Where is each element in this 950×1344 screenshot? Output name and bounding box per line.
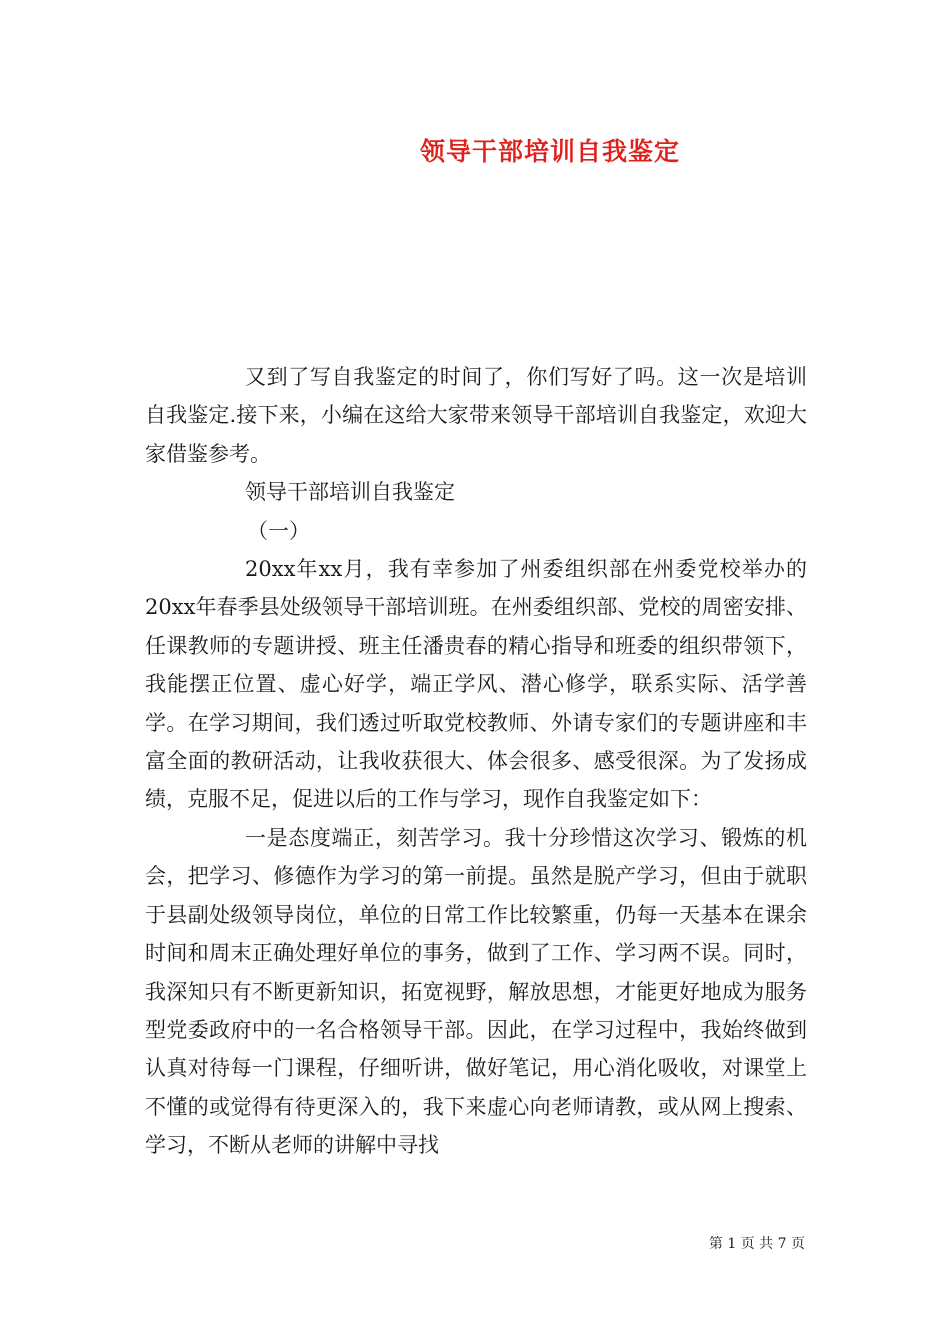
page-footer: 第 1 页 共 7 页 <box>708 1236 805 1252</box>
intro-paragraph: 又到了写自我鉴定的时间了，你们写好了吗。这一次是培训自我鉴定.接下来，小编在这给大家带来领导干部培训自我鉴定，欢迎大家借鉴参考。 <box>145 365 807 466</box>
body-paragraph-2: 一是态度端正，刻苦学习。我十分珍惜这次学习、锻炼的机会，把学习、修德作为学习的第一前提。虽然是脱产学习，但由于就职于县副处级领导岗位，单位的日常工作比较繁重，仍每一天基本在课余时间和周末正确处理好单位的事务，做到了工作、学习两不误。同时，我深知只有不断更新知识，拓宽视野，解放思想，才能更好地成为服务型党委政府中的一名合格领导干部。因此，在学习过程中，我始终做到认真对待每一门课程，仔细听讲，做好笔记，用心消化吸收，对课堂上不懂的或觉得有待更深入的，我下来虚心向老师请教，或从网上搜索、学习，不断从老师的讲解中寻找 <box>145 825 807 1158</box>
document-body <box>145 358 807 1165</box>
section-heading: 领导干部培训自我鉴定 <box>245 480 455 505</box>
section-number: （一） <box>247 518 310 543</box>
body-paragraph-1: 20xx年xx月，我有幸参加了州委组织部在州委党校举办的20xx年春季县处级领导干部培训班。在州委组织部、党校的周密安排、任课教师的专题讲授、班主任潘贵春的精心指导和班委的组织带领下，我能摆正位置、虚心好学，端正学风、潜心修学，联系实际、活学善学。在学习期间，我们透过听取党校教师、外请专家们的专题讲座和丰富全面的教研活动，让我收获很大、体会很多、感受很深。为了发扬成绩，克服不足，促进以后的工作与学习，现作自我鉴定如下： <box>145 557 807 812</box>
document-title: 领导干部培训自我鉴定 <box>419 137 680 166</box>
